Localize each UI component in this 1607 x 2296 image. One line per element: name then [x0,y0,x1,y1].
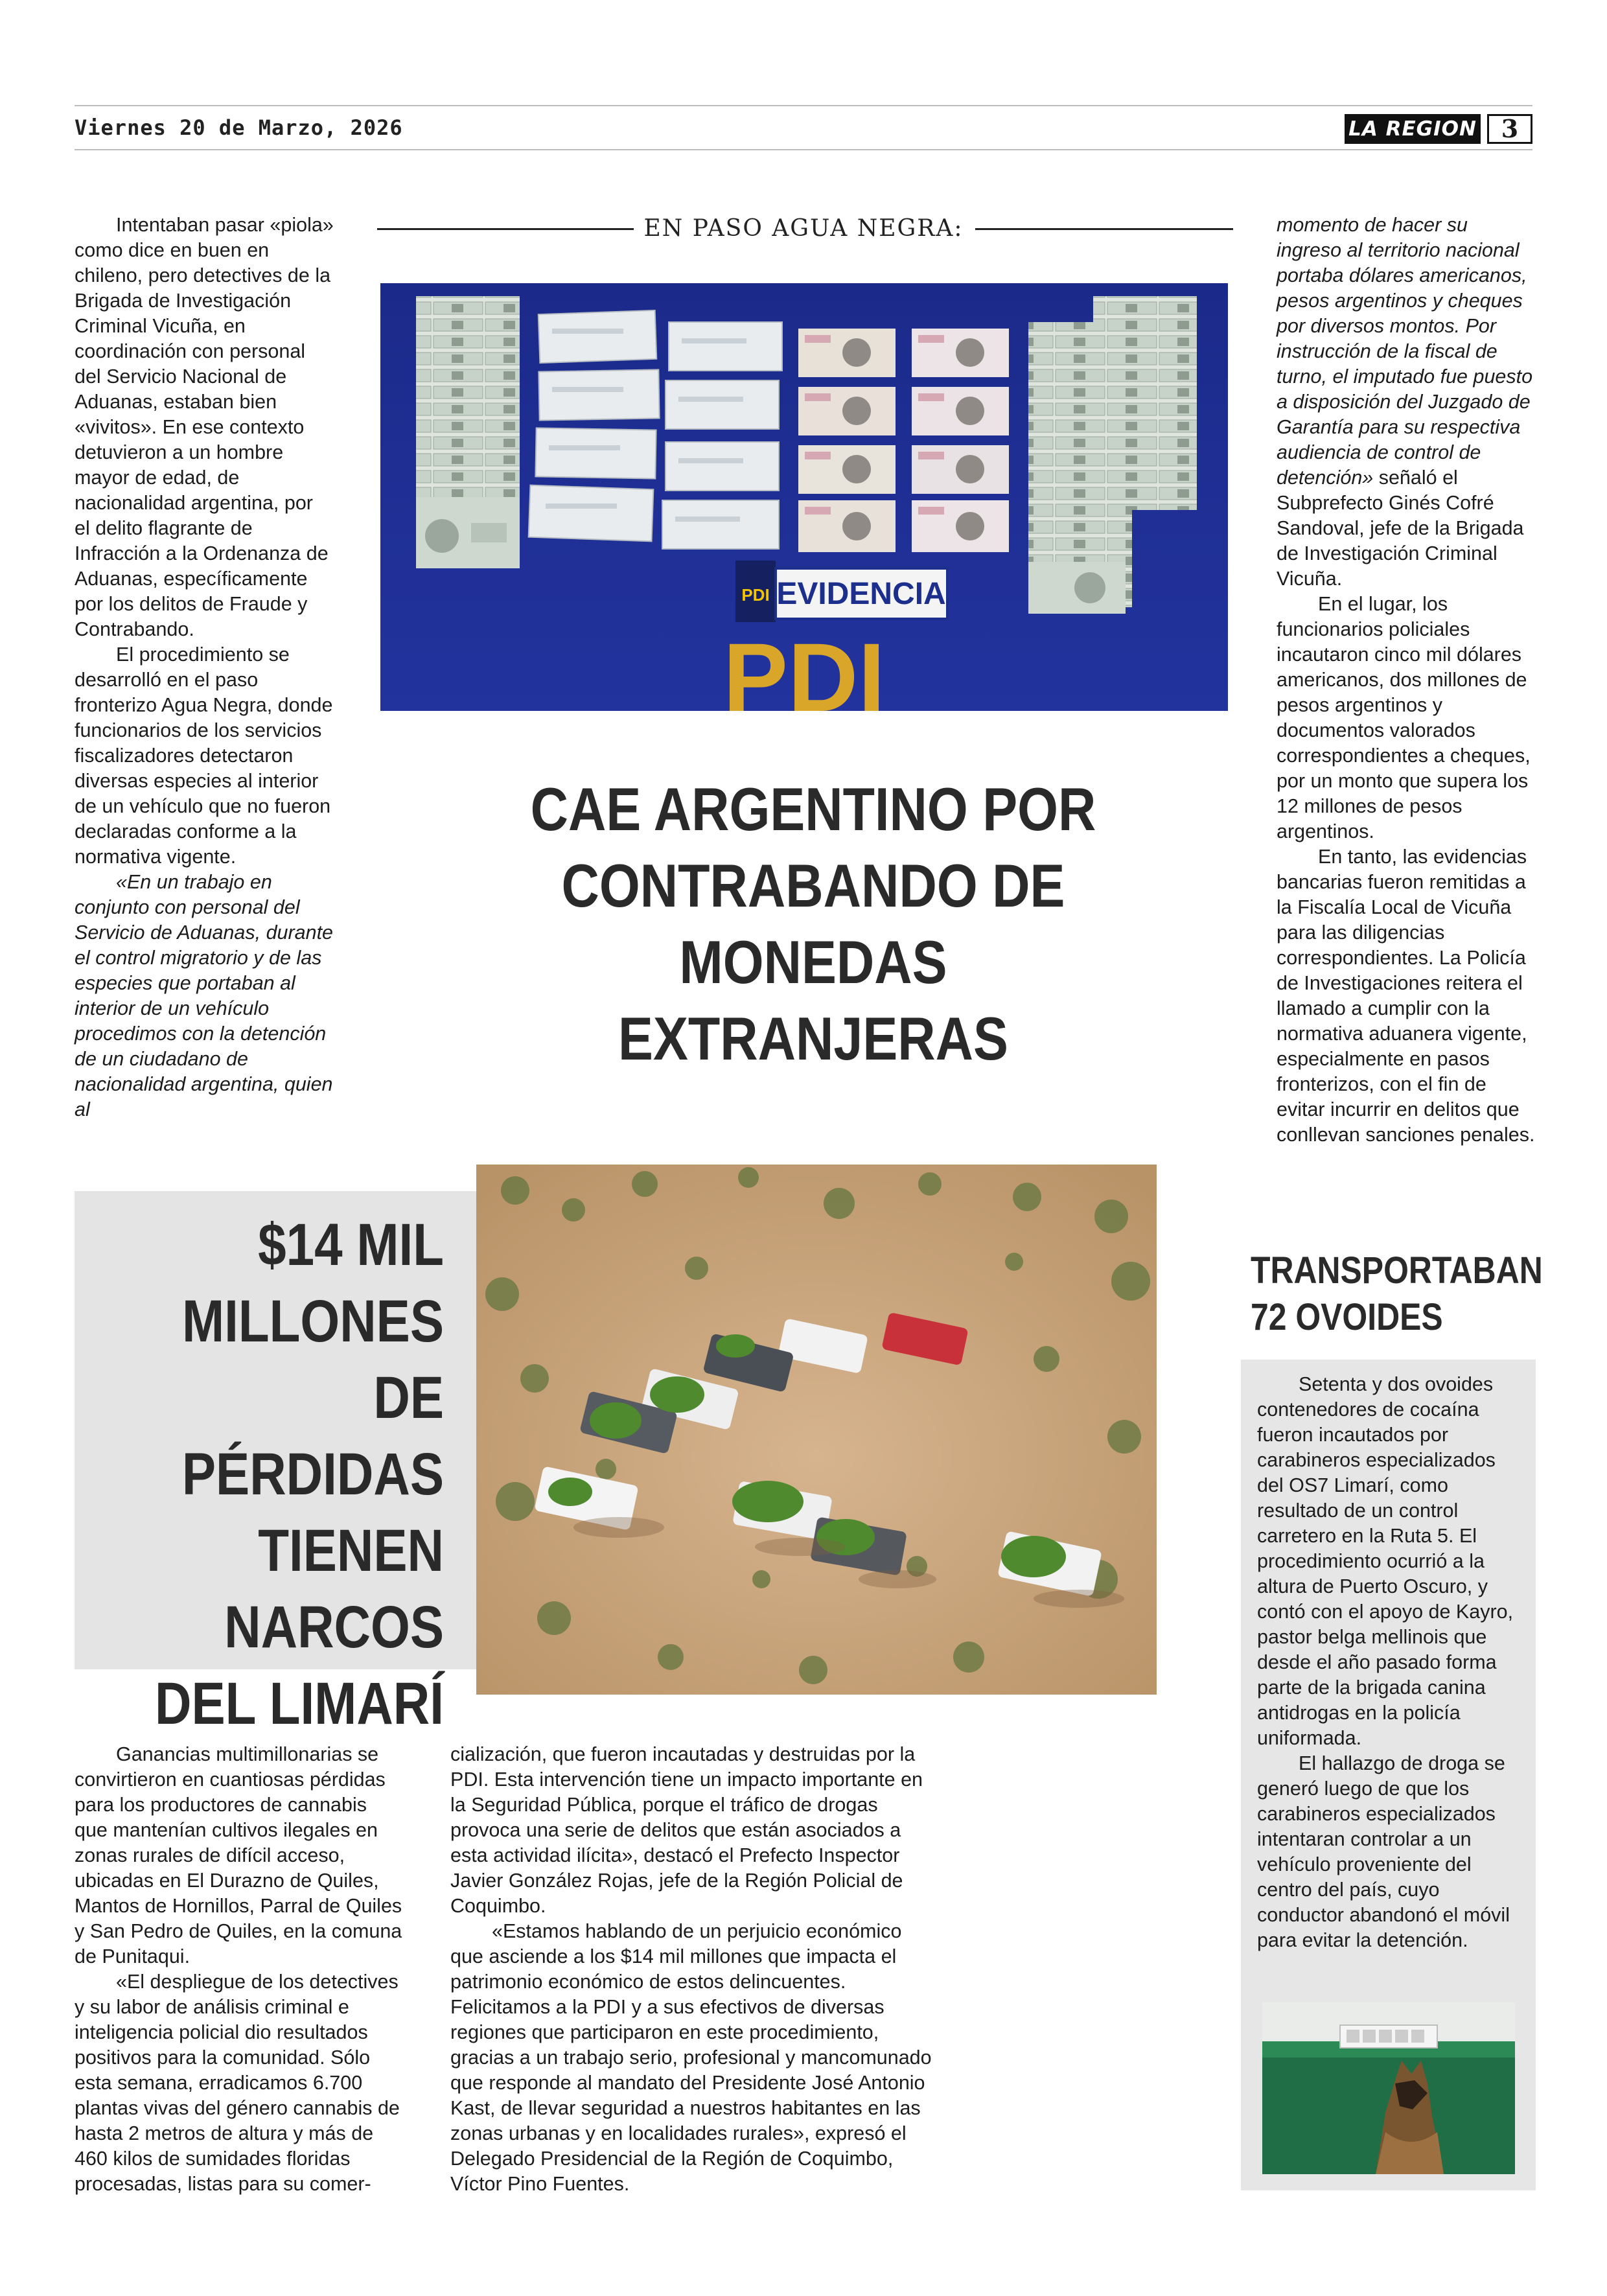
headline-line: CAE ARGENTINO POR [530,775,1096,843]
headline-line: NARCOS [224,1594,444,1660]
headline-line: $14 MIL [258,1212,444,1278]
kicker-rule-left [377,228,634,230]
story1-quote-continued: momento de hacer su ingreso al territorio nacional portaba dólares americanos, pesos argentinos y cheques por diversos montos. Por instrucción de la fiscal de turno, el imputado fue puesto a disposición del Juzgado de Garantía para su respectiva audiencia de control de detención» [1277,214,1533,489]
story3-paragraph: Setenta y dos ovoides contenedores de cocaína fueron incautados por carabineros especializados del OS7 Limarí, como resultado de un control carretero en la Ruta 5. El procedimiento ocurrió a la altura de Puerto Oscuro, y contó con el apoyo de Kayro, pastor belga mellinois que desde el año pasado forma parte de la brigada canina antidrogas en la policía uniformada. [1257,1373,1514,1749]
story1-kicker: EN PASO AGUA NEGRA: [643,215,964,242]
police-dog-photo [1262,2002,1515,2174]
evidencia-label: EVIDENCIA [776,577,946,611]
newspaper-logo: LA REGION [1345,114,1481,144]
story1-attribution: señaló el Subprefecto Ginés Cofré Sandoval, jefe de la Brigada de Investigación Criminal Vicuña. [1277,467,1524,590]
story3-headline [1251,1247,1543,1341]
header-top-rule [75,105,1532,106]
story3-column [1257,1372,1520,1953]
evidence-badge [735,561,947,622]
headline-line: DE PÉRDIDAS [181,1365,444,1507]
headline-line: 72 OVOIDES [1251,1296,1443,1338]
story2-column-right [450,1742,940,2197]
headline-line: TRANSPORTABAN [1251,1249,1543,1292]
story1-paragraph: En tanto, las evidencias bancarias fueron remitidas a la Fiscalía Local de Vicuña para las diligencias correspondientes. La Policía de Investigaciones reitera el llamado a cumplir con la normativa aduanera vigente, especialmente en pasos fronterizos, con el fin de evitar incurrir en delitos que conllevan sanciones penales. [1277,846,1535,1146]
story1-paragraph [1277,213,1536,592]
story1-paragraph: En el lugar, los funcionarios policiales incautaron cinco mil dólares americanos, dos millones de pesos argentinos y documentos valorados correspondientes a cheques, por un monto que supera los 12 millones de pesos argentinos. [1277,593,1531,842]
pdi-badge-text: PDI [741,585,770,605]
headline-line: CONTRABANDO DE [561,852,1065,920]
story2-paragraph: cialización, que fueron incautadas y destruidas por la PDI. Esta intervención tiene un impacto importante en la Seguridad Pública, porque el tráfico de drogas provoca una serie de delitos que están asociados a esta actividad ilícita», destacó el Prefecto Inspector Javier González Rojas, jefe de la Región Policial de Coquimbo. [450,1743,923,1917]
headline-line: MILLONES [181,1288,444,1354]
story3-paragraph: El hallazgo de droga se generó luego de que los carabineros especializados intentaran controlar a un vehículo proveniente del centro del país, cuyo conductor abandonó el móvil para evitar la detención. [1257,1752,1510,1951]
story1-column-left [75,213,334,1122]
headline-line: MONEDAS EXTRANJERAS [618,928,1008,1073]
aerial-trucks-photo [476,1165,1157,1695]
kicker-rule-right [975,228,1233,230]
story2-paragraph: «El despliegue de los detectives y su labor de análisis criminal e inteligencia policial dio resultados positivos para la comunidad. Sólo esta semana, erradicamos 6.700 plantas vivas del género cannabis de hasta 2 metros de altura y más de 460 kilos de sumidades floridas procesadas, listas para su comer- [75,1971,400,2195]
story2-column-left [75,1742,405,2197]
story1-quote: «En un trabajo en conjunto con personal del Servicio de Aduanas, durante el control migratorio y de las especies que portaban al interior de un vehículo procedimos con la detención de un ciudadano de nacionalidad argentina, quien al [75,871,334,1120]
header-bottom-rule [75,149,1532,150]
story1-paragraph: El procedimiento se desarrolló en el paso fronterizo Agua Negra, donde funcionarios de los servicios fiscalizadores detectaron diversas especies al interior de un vehículo que no fueron declaradas conforme a la normativa vigente. [75,644,333,868]
story2-paragraph: «Estamos hablando de un perjuicio económico que asciende a los $14 mil millones que impacta el patrimonio económico de estos delincuentes. Felicitamos a la PDI y a sus efectivos de diversas regiones que participaron en este procedimiento, gracias a un trabajo serio, profesional y mancomunado que responde al mandato del Presidente José Antonio Kast, de llevar seguridad a nuestros habitantes en las zonas urbanas y en localidades rurales», expresó el Delegado Presidencial de la Región de Coquimbo, Víctor Pino Fuentes. [450,1920,932,2195]
header-date: Viernes 20 de Marzo, 2026 [75,115,403,140]
headline-line: DEL LIMARÍ [154,1671,445,1737]
story1-paragraph: Intentaban pasar «piola» como dice en buen en chileno, pero detectives de la Brigada de Investigación Criminal Vicuña, en coordinación con personal del Servicio Nacional de Aduanas, estaban bien «vivitos». En ese contexto detuvieron a un hombre mayor de edad, de nacionalidad argentina, por el delito flagrante de Infracción a la Ordenanza de Aduanas, específicamente por los delitos de Fraude y Contrabando. [75,214,334,640]
pdi-banner-text: PDI [723,623,886,711]
story1-column-right [1277,213,1536,1148]
story2-paragraph: Ganancias multimillonarias se convirtieron en cuantiosas pérdidas para los productores de cannabis que mantenían cultivos ilegales en zonas rurales de difícil acceso, ubicadas en El Durazno de Quiles, Mantos de Hornillos, Parral de Quiles y San Pedro de Quiles, en la comuna de Punitaqui. [75,1743,402,1967]
dollar-bills-left [416,296,520,568]
story1-headline [504,771,1123,1077]
page-number: 3 [1487,114,1532,144]
story2-headline [133,1207,444,1742]
headline-line: TIENEN [258,1518,444,1584]
evidence-photo [380,283,1228,711]
